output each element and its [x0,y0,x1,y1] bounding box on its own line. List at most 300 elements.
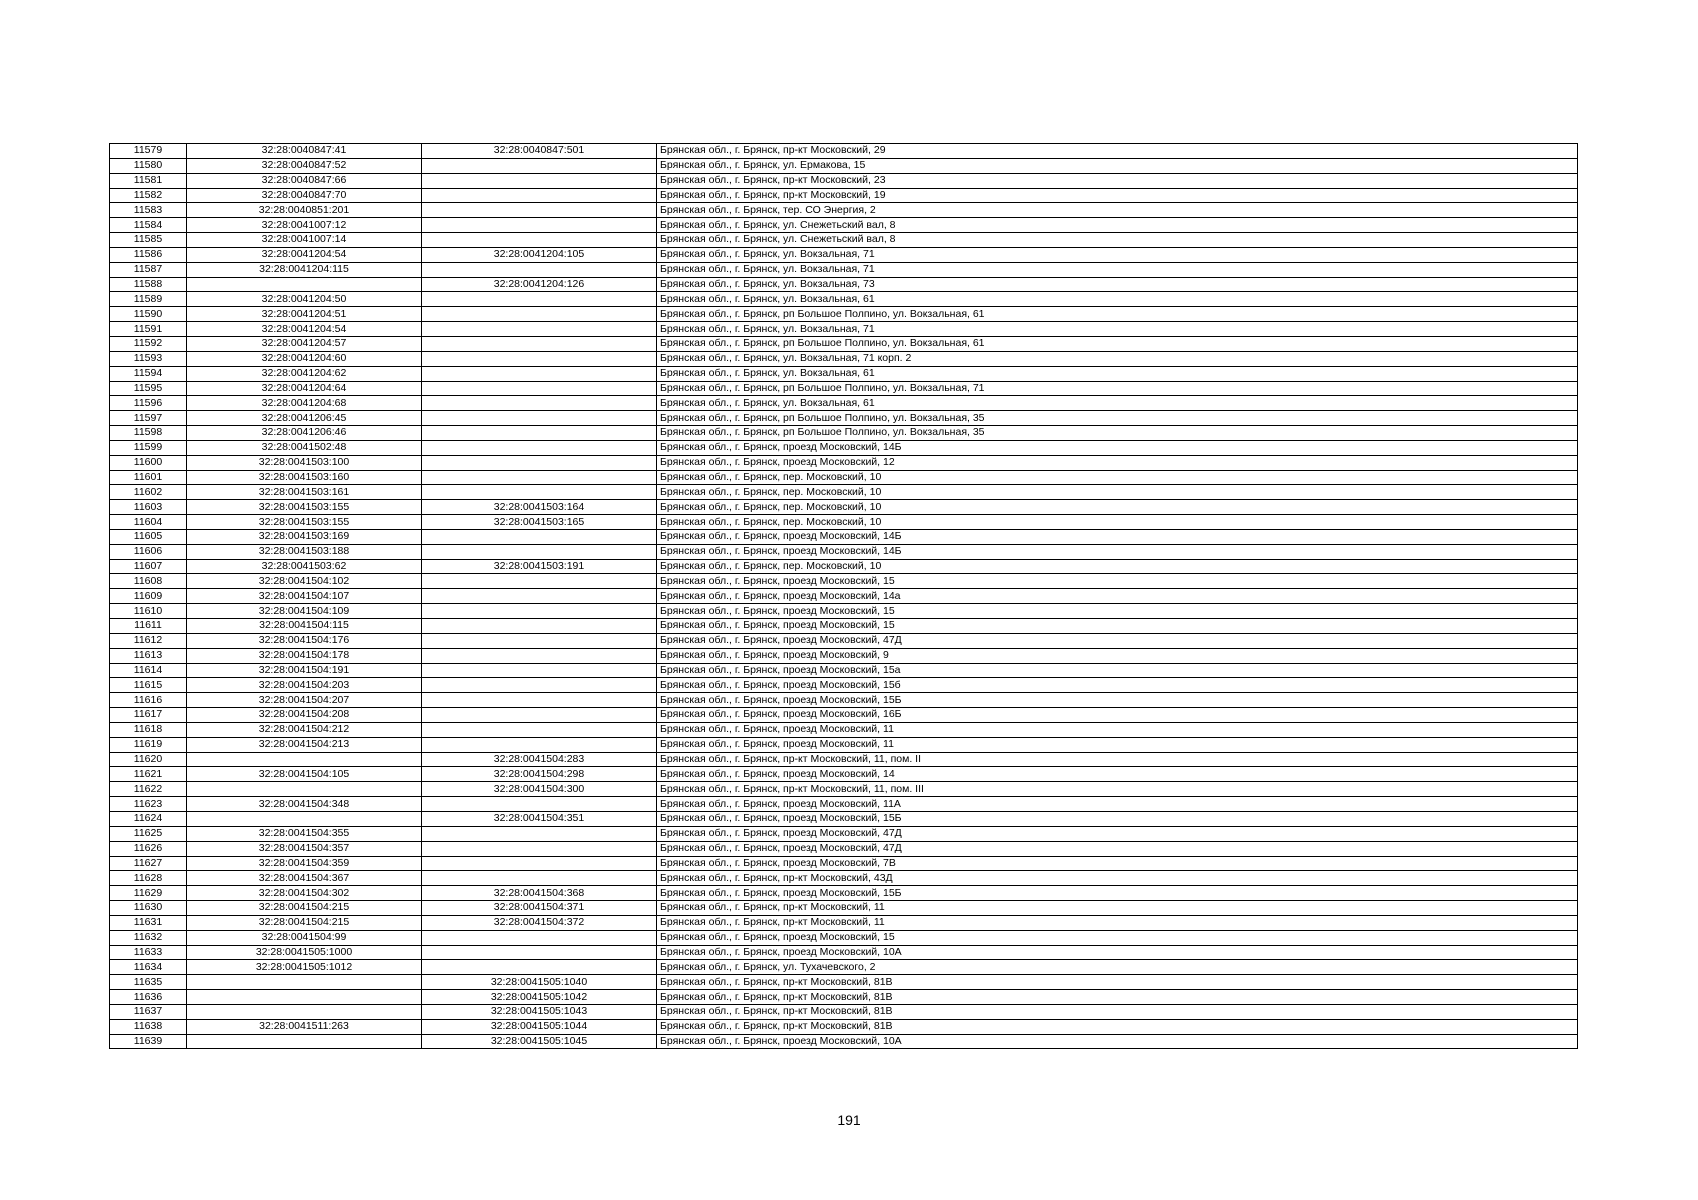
row-number-cell: 11601 [110,470,187,485]
building-cadastral-number-cell [422,722,657,737]
row-number-cell: 11585 [110,233,187,248]
row-number-cell: 11596 [110,396,187,411]
table-row [110,544,1578,559]
land-cadastral-number-cell: 32:28:0041504:215 [187,915,422,930]
building-cadastral-number-cell: 32:28:0041504:371 [422,901,657,916]
row-number-cell: 11615 [110,678,187,693]
row-number-cell: 11610 [110,604,187,619]
building-cadastral-number-cell [422,619,657,634]
building-cadastral-number-cell: 32:28:0041505:1043 [422,1004,657,1019]
land-cadastral-number-cell: 32:28:0041007:12 [187,218,422,233]
building-cadastral-number-cell [422,396,657,411]
building-cadastral-number-cell: 32:28:0041504:372 [422,915,657,930]
table-row [110,188,1578,203]
land-cadastral-number-cell [187,277,422,292]
address-cell: Брянская обл., г. Брянск, проезд Московский, 15 [657,604,1578,619]
building-cadastral-number-cell: 32:28:0041504:283 [422,752,657,767]
land-cadastral-number-cell: 32:28:0041504:107 [187,589,422,604]
table-row [110,144,1578,159]
table-row [110,886,1578,901]
table-row [110,915,1578,930]
address-cell: Брянская обл., г. Брянск, пр-кт Московский, 29 [657,144,1578,159]
table-row [110,336,1578,351]
address-cell: Брянская обл., г. Брянск, проезд Московский, 12 [657,455,1578,470]
row-number-cell: 11583 [110,203,187,218]
land-cadastral-number-cell: 32:28:0041504:109 [187,604,422,619]
table-row [110,856,1578,871]
row-number-cell: 11614 [110,663,187,678]
page-number: 191 [837,1112,861,1128]
land-cadastral-number-cell: 32:28:0041505:1000 [187,945,422,960]
table-row [110,500,1578,515]
address-cell: Брянская обл., г. Брянск, пр-кт Московский, 43Д [657,871,1578,886]
land-cadastral-number-cell: 32:28:0041504:207 [187,693,422,708]
table-row [110,515,1578,530]
table-row [110,485,1578,500]
table-row [110,619,1578,634]
table-row [110,277,1578,292]
row-number-cell: 11636 [110,990,187,1005]
building-cadastral-number-cell: 32:28:0041503:165 [422,515,657,530]
land-cadastral-number-cell: 32:28:0041511:263 [187,1019,422,1034]
row-number-cell: 11639 [110,1034,187,1049]
address-cell: Брянская обл., г. Брянск, ул. Снежетьский вал, 8 [657,218,1578,233]
address-cell: Брянская обл., г. Брянск, проезд Московский, 11 [657,722,1578,737]
address-cell: Брянская обл., г. Брянск, пер. Московский, 10 [657,559,1578,574]
land-cadastral-number-cell: 32:28:0041204:57 [187,336,422,351]
address-cell: Брянская обл., г. Брянск, проезд Московский, 47Д [657,633,1578,648]
address-cell: Брянская обл., г. Брянск, проезд Московский, 15а [657,663,1578,678]
row-number-cell: 11619 [110,737,187,752]
address-cell: Брянская обл., г. Брянск, ул. Вокзальная, 73 [657,277,1578,292]
address-cell: Брянская обл., г. Брянск, проезд Московский, 15 [657,574,1578,589]
address-cell: Брянская обл., г. Брянск, пр-кт Московский, 11 [657,901,1578,916]
building-cadastral-number-cell [422,693,657,708]
land-cadastral-number-cell [187,975,422,990]
building-cadastral-number-cell: 32:28:0041505:1042 [422,990,657,1005]
table-row [110,708,1578,723]
building-cadastral-number-cell [422,648,657,663]
table-row [110,351,1578,366]
table-row [110,173,1578,188]
row-number-cell: 11632 [110,930,187,945]
building-cadastral-number-cell [422,604,657,619]
address-cell: Брянская обл., г. Брянск, проезд Московский, 15 [657,930,1578,945]
building-cadastral-number-cell [422,945,657,960]
table-row [110,292,1578,307]
building-cadastral-number-cell [422,262,657,277]
table-row [110,960,1578,975]
land-cadastral-number-cell: 32:28:0041206:45 [187,411,422,426]
row-number-cell: 11590 [110,307,187,322]
registry-table-body [110,144,1578,1049]
table-row [110,826,1578,841]
row-number-cell: 11622 [110,782,187,797]
building-cadastral-number-cell [422,663,657,678]
land-cadastral-number-cell: 32:28:0041504:102 [187,574,422,589]
building-cadastral-number-cell: 32:28:0041503:164 [422,500,657,515]
land-cadastral-number-cell: 32:28:0040847:70 [187,188,422,203]
land-cadastral-number-cell: 32:28:0041204:51 [187,307,422,322]
address-cell: Брянская обл., г. Брянск, ул. Вокзальная, 61 [657,396,1578,411]
address-cell: Брянская обл., г. Брянск, рп Большое Полпино, ул. Вокзальная, 61 [657,307,1578,322]
land-cadastral-number-cell: 32:28:0041504:208 [187,708,422,723]
address-cell: Брянская обл., г. Брянск, тер. СО Энергия, 2 [657,203,1578,218]
address-cell: Брянская обл., г. Брянск, пр-кт Московский, 81В [657,1019,1578,1034]
table-row [110,767,1578,782]
row-number-cell: 11605 [110,529,187,544]
building-cadastral-number-cell [422,529,657,544]
land-cadastral-number-cell: 32:28:0041504:178 [187,648,422,663]
building-cadastral-number-cell [422,188,657,203]
row-number-cell: 11616 [110,693,187,708]
row-number-cell: 11586 [110,247,187,262]
land-cadastral-number-cell: 32:28:0041206:46 [187,426,422,441]
land-cadastral-number-cell: 32:28:0041204:54 [187,247,422,262]
row-number-cell: 11627 [110,856,187,871]
table-row [110,440,1578,455]
row-number-cell: 11607 [110,559,187,574]
table-row [110,574,1578,589]
building-cadastral-number-cell [422,381,657,396]
building-cadastral-number-cell: 32:28:0040847:501 [422,144,657,159]
address-cell: Брянская обл., г. Брянск, пр-кт Московский, 23 [657,173,1578,188]
row-number-cell: 11621 [110,767,187,782]
building-cadastral-number-cell [422,322,657,337]
table-row [110,218,1578,233]
land-cadastral-number-cell: 32:28:0041503:155 [187,500,422,515]
table-row [110,782,1578,797]
building-cadastral-number-cell [422,426,657,441]
address-cell: Брянская обл., г. Брянск, пр-кт Московский, 11, пом. II [657,752,1578,767]
row-number-cell: 11633 [110,945,187,960]
land-cadastral-number-cell: 32:28:0040847:41 [187,144,422,159]
table-row [110,945,1578,960]
table-row [110,604,1578,619]
address-cell: Брянская обл., г. Брянск, проезд Московский, 15 [657,619,1578,634]
table-row [110,871,1578,886]
address-cell: Брянская обл., г. Брянск, проезд Московский, 47Д [657,826,1578,841]
building-cadastral-number-cell [422,485,657,500]
land-cadastral-number-cell: 32:28:0040851:201 [187,203,422,218]
building-cadastral-number-cell [422,960,657,975]
address-cell: Брянская обл., г. Брянск, ул. Вокзальная, 61 [657,292,1578,307]
building-cadastral-number-cell [422,218,657,233]
table-row [110,396,1578,411]
address-cell: Брянская обл., г. Брянск, проезд Московский, 14Б [657,440,1578,455]
land-cadastral-number-cell [187,1004,422,1019]
land-cadastral-number-cell [187,752,422,767]
table-row [110,663,1578,678]
address-cell: Брянская обл., г. Брянск, рп Большое Полпино, ул. Вокзальная, 61 [657,336,1578,351]
land-cadastral-number-cell: 32:28:0041504:191 [187,663,422,678]
land-cadastral-number-cell: 32:28:0041504:99 [187,930,422,945]
row-number-cell: 11628 [110,871,187,886]
building-cadastral-number-cell [422,589,657,604]
row-number-cell: 11624 [110,811,187,826]
row-number-cell: 11635 [110,975,187,990]
land-cadastral-number-cell: 32:28:0041503:161 [187,485,422,500]
land-cadastral-number-cell: 32:28:0041007:14 [187,233,422,248]
land-cadastral-number-cell: 32:28:0041504:215 [187,901,422,916]
building-cadastral-number-cell [422,411,657,426]
address-cell: Брянская обл., г. Брянск, проезд Московский, 11А [657,797,1578,812]
table-row [110,737,1578,752]
building-cadastral-number-cell: 32:28:0041504:298 [422,767,657,782]
building-cadastral-number-cell [422,336,657,351]
table-row [110,722,1578,737]
building-cadastral-number-cell: 32:28:0041505:1045 [422,1034,657,1049]
address-cell: Брянская обл., г. Брянск, ул. Тухачевского, 2 [657,960,1578,975]
building-cadastral-number-cell [422,455,657,470]
address-cell: Брянская обл., г. Брянск, проезд Московский, 16Б [657,708,1578,723]
building-cadastral-number-cell [422,737,657,752]
row-number-cell: 11634 [110,960,187,975]
address-cell: Брянская обл., г. Брянск, проезд Московский, 10А [657,1034,1578,1049]
building-cadastral-number-cell [422,930,657,945]
address-cell: Брянская обл., г. Брянск, пер. Московский, 10 [657,500,1578,515]
address-cell: Брянская обл., г. Брянск, проезд Московский, 47Д [657,841,1578,856]
land-cadastral-number-cell: 32:28:0041204:60 [187,351,422,366]
row-number-cell: 11579 [110,144,187,159]
row-number-cell: 11603 [110,500,187,515]
registry-table [109,143,1578,1049]
address-cell: Брянская обл., г. Брянск, проезд Московский, 15Б [657,886,1578,901]
table-row [110,411,1578,426]
address-cell: Брянская обл., г. Брянск, ул. Вокзальная, 71 корп. 2 [657,351,1578,366]
address-cell: Брянская обл., г. Брянск, проезд Московский, 11 [657,737,1578,752]
row-number-cell: 11606 [110,544,187,559]
row-number-cell: 11598 [110,426,187,441]
land-cadastral-number-cell: 32:28:0041504:213 [187,737,422,752]
row-number-cell: 11620 [110,752,187,767]
address-cell: Брянская обл., г. Брянск, пр-кт Московский, 11 [657,915,1578,930]
row-number-cell: 11637 [110,1004,187,1019]
land-cadastral-number-cell: 32:28:0041204:64 [187,381,422,396]
row-number-cell: 11582 [110,188,187,203]
table-row [110,693,1578,708]
table-row [110,811,1578,826]
land-cadastral-number-cell: 32:28:0041204:115 [187,262,422,277]
table-row [110,990,1578,1005]
address-cell: Брянская обл., г. Брянск, пер. Московский, 10 [657,515,1578,530]
table-row [110,901,1578,916]
land-cadastral-number-cell: 32:28:0041504:105 [187,767,422,782]
row-number-cell: 11589 [110,292,187,307]
table-row [110,648,1578,663]
table-row [110,678,1578,693]
row-number-cell: 11611 [110,619,187,634]
land-cadastral-number-cell: 32:28:0041204:62 [187,366,422,381]
building-cadastral-number-cell [422,826,657,841]
land-cadastral-number-cell: 32:28:0041505:1012 [187,960,422,975]
building-cadastral-number-cell [422,678,657,693]
land-cadastral-number-cell [187,990,422,1005]
building-cadastral-number-cell: 32:28:0041505:1040 [422,975,657,990]
building-cadastral-number-cell [422,856,657,871]
row-number-cell: 11626 [110,841,187,856]
address-cell: Брянская обл., г. Брянск, ул. Вокзальная, 61 [657,366,1578,381]
address-cell: Брянская обл., г. Брянск, ул. Ермакова, 15 [657,158,1578,173]
address-cell: Брянская обл., г. Брянск, ул. Снежетьский вал, 8 [657,233,1578,248]
table-row [110,322,1578,337]
land-cadastral-number-cell: 32:28:0040847:66 [187,173,422,188]
land-cadastral-number-cell: 32:28:0041502:48 [187,440,422,455]
row-number-cell: 11638 [110,1019,187,1034]
table-row [110,426,1578,441]
building-cadastral-number-cell [422,351,657,366]
land-cadastral-number-cell: 32:28:0041504:357 [187,841,422,856]
table-row [110,841,1578,856]
building-cadastral-number-cell [422,366,657,381]
table-row [110,1034,1578,1049]
land-cadastral-number-cell: 32:28:0041504:176 [187,633,422,648]
table-row [110,455,1578,470]
table-row [110,247,1578,262]
row-number-cell: 11580 [110,158,187,173]
building-cadastral-number-cell: 32:28:0041204:126 [422,277,657,292]
building-cadastral-number-cell [422,173,657,188]
table-row [110,559,1578,574]
address-cell: Брянская обл., г. Брянск, пр-кт Московский, 81В [657,1004,1578,1019]
address-cell: Брянская обл., г. Брянск, проезд Московский, 14а [657,589,1578,604]
land-cadastral-number-cell: 32:28:0041504:367 [187,871,422,886]
address-cell: Брянская обл., г. Брянск, рп Большое Полпино, ул. Вокзальная, 35 [657,426,1578,441]
land-cadastral-number-cell: 32:28:0041504:302 [187,886,422,901]
table-row [110,797,1578,812]
table-row [110,158,1578,173]
address-cell: Брянская обл., г. Брянск, пер. Московский, 10 [657,485,1578,500]
building-cadastral-number-cell: 32:28:0041204:105 [422,247,657,262]
row-number-cell: 11608 [110,574,187,589]
address-cell: Брянская обл., г. Брянск, пер. Московский, 10 [657,470,1578,485]
building-cadastral-number-cell [422,708,657,723]
address-cell: Брянская обл., г. Брянск, проезд Московский, 15Б [657,811,1578,826]
building-cadastral-number-cell [422,307,657,322]
address-cell: Брянская обл., г. Брянск, проезд Московский, 7В [657,856,1578,871]
land-cadastral-number-cell [187,1034,422,1049]
table-row [110,307,1578,322]
row-number-cell: 11630 [110,901,187,916]
land-cadastral-number-cell: 32:28:0041204:54 [187,322,422,337]
building-cadastral-number-cell [422,797,657,812]
table-row [110,633,1578,648]
row-number-cell: 11599 [110,440,187,455]
row-number-cell: 11587 [110,262,187,277]
land-cadastral-number-cell: 32:28:0041204:50 [187,292,422,307]
building-cadastral-number-cell: 32:28:0041504:368 [422,886,657,901]
building-cadastral-number-cell: 32:28:0041505:1044 [422,1019,657,1034]
row-number-cell: 11581 [110,173,187,188]
row-number-cell: 11609 [110,589,187,604]
address-cell: Брянская обл., г. Брянск, проезд Московский, 15Б [657,693,1578,708]
row-number-cell: 11591 [110,322,187,337]
table-row [110,203,1578,218]
building-cadastral-number-cell [422,871,657,886]
address-cell: Брянская обл., г. Брянск, рп Большое Полпино, ул. Вокзальная, 71 [657,381,1578,396]
row-number-cell: 11604 [110,515,187,530]
address-cell: Брянская обл., г. Брянск, ул. Вокзальная, 71 [657,322,1578,337]
building-cadastral-number-cell [422,158,657,173]
table-row [110,529,1578,544]
land-cadastral-number-cell: 32:28:0041503:160 [187,470,422,485]
building-cadastral-number-cell [422,544,657,559]
land-cadastral-number-cell: 32:28:0041504:355 [187,826,422,841]
row-number-cell: 11612 [110,633,187,648]
table-row [110,262,1578,277]
building-cadastral-number-cell [422,233,657,248]
row-number-cell: 11592 [110,336,187,351]
building-cadastral-number-cell [422,633,657,648]
address-cell: Брянская обл., г. Брянск, проезд Московский, 14Б [657,529,1578,544]
table-row [110,589,1578,604]
building-cadastral-number-cell: 32:28:0041504:300 [422,782,657,797]
address-cell: Брянская обл., г. Брянск, ул. Вокзальная, 71 [657,247,1578,262]
land-cadastral-number-cell [187,782,422,797]
address-cell: Брянская обл., г. Брянск, ул. Вокзальная, 71 [657,262,1578,277]
address-cell: Брянская обл., г. Брянск, пр-кт Московский, 19 [657,188,1578,203]
row-number-cell: 11613 [110,648,187,663]
land-cadastral-number-cell: 32:28:0041503:155 [187,515,422,530]
land-cadastral-number-cell: 32:28:0041503:62 [187,559,422,574]
building-cadastral-number-cell [422,440,657,455]
row-number-cell: 11617 [110,708,187,723]
table-row [110,470,1578,485]
table-row [110,1004,1578,1019]
row-number-cell: 11625 [110,826,187,841]
building-cadastral-number-cell: 32:28:0041503:191 [422,559,657,574]
address-cell: Брянская обл., г. Брянск, рп Большое Полпино, ул. Вокзальная, 35 [657,411,1578,426]
land-cadastral-number-cell: 32:28:0041204:68 [187,396,422,411]
address-cell: Брянская обл., г. Брянск, проезд Московский, 9 [657,648,1578,663]
table-row [110,233,1578,248]
address-cell: Брянская обл., г. Брянск, проезд Московский, 10А [657,945,1578,960]
address-cell: Брянская обл., г. Брянск, пр-кт Московский, 11, пом. III [657,782,1578,797]
row-number-cell: 11595 [110,381,187,396]
land-cadastral-number-cell: 32:28:0041503:100 [187,455,422,470]
land-cadastral-number-cell: 32:28:0041504:348 [187,797,422,812]
land-cadastral-number-cell: 32:28:0041504:115 [187,619,422,634]
building-cadastral-number-cell [422,574,657,589]
land-cadastral-number-cell [187,811,422,826]
land-cadastral-number-cell: 32:28:0041503:188 [187,544,422,559]
land-cadastral-number-cell: 32:28:0040847:52 [187,158,422,173]
row-number-cell: 11584 [110,218,187,233]
row-number-cell: 11602 [110,485,187,500]
building-cadastral-number-cell: 32:28:0041504:351 [422,811,657,826]
building-cadastral-number-cell [422,292,657,307]
building-cadastral-number-cell [422,470,657,485]
table-row [110,975,1578,990]
table-row [110,1019,1578,1034]
row-number-cell: 11593 [110,351,187,366]
land-cadastral-number-cell: 32:28:0041504:212 [187,722,422,737]
address-cell: Брянская обл., г. Брянск, пр-кт Московский, 81В [657,990,1578,1005]
row-number-cell: 11594 [110,366,187,381]
address-cell: Брянская обл., г. Брянск, проезд Московский, 14Б [657,544,1578,559]
row-number-cell: 11600 [110,455,187,470]
table-row [110,366,1578,381]
building-cadastral-number-cell [422,841,657,856]
address-cell: Брянская обл., г. Брянск, проезд Московский, 14 [657,767,1578,782]
land-cadastral-number-cell: 32:28:0041504:359 [187,856,422,871]
table-row [110,752,1578,767]
land-cadastral-number-cell: 32:28:0041503:169 [187,529,422,544]
row-number-cell: 11631 [110,915,187,930]
row-number-cell: 11588 [110,277,187,292]
row-number-cell: 11623 [110,797,187,812]
address-cell: Брянская обл., г. Брянск, проезд Московский, 15б [657,678,1578,693]
